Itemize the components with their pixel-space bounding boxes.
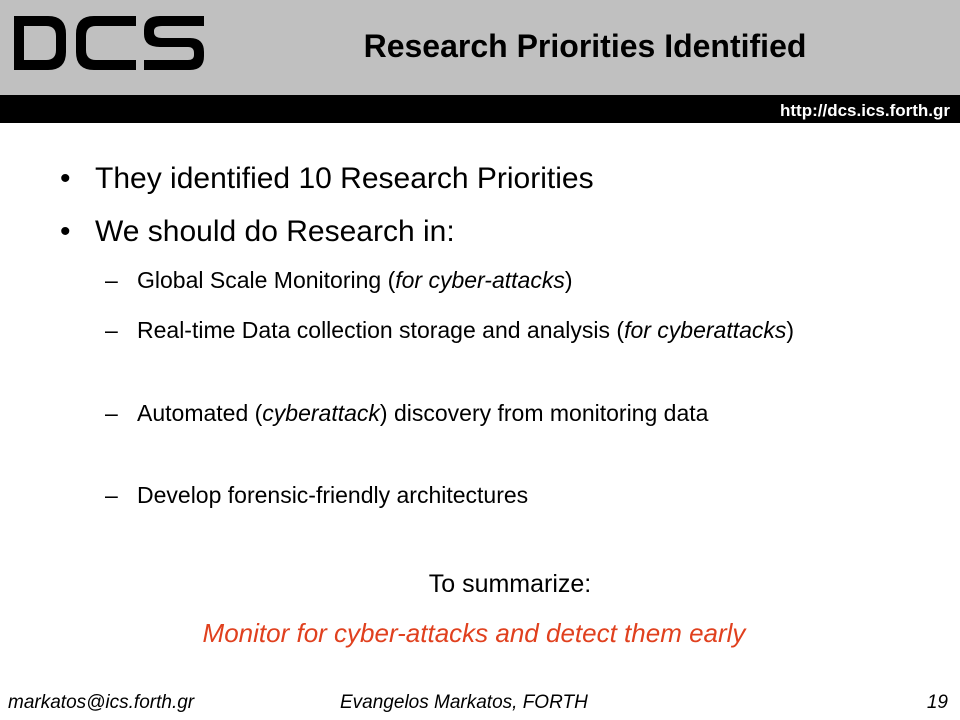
summary-label: To summarize: [428, 570, 592, 598]
footer-author: Evangelos Markatos, FORTH [340, 692, 588, 713]
dash-icon: – [105, 267, 118, 293]
sub-item [105, 313, 865, 347]
footer-email: markatos@ics.forth.gr [8, 692, 195, 713]
dcs-logo [8, 12, 208, 74]
summary-conclusion: Monitor for cyber-attacks and detect them early [202, 618, 746, 648]
sub-item-text: Automated (cyberattack) discovery from monitoring data [137, 400, 709, 426]
sub-item [105, 263, 865, 297]
sub-item-text: Develop forensic-friendly architectures [137, 482, 529, 508]
sub-item-text: Global Scale Monitoring (for cyber-attacks) [137, 267, 573, 293]
bullet-item [60, 215, 455, 249]
dash-icon: – [105, 482, 118, 508]
url-bar [0, 95, 960, 123]
page-number: 19 [926, 692, 948, 713]
slide-title: Research Priorities Identified [363, 28, 807, 64]
bullet-text: They identified 10 Research Priorities [95, 162, 594, 195]
dash-icon: – [105, 400, 118, 426]
sub-item [105, 478, 865, 512]
site-url: http://dcs.ics.forth.gr [780, 101, 950, 120]
bullet-item [60, 162, 594, 196]
sub-item [105, 396, 865, 430]
sub-item-text: Real-time Data collection storage and analysis (for cyberattacks) [137, 317, 795, 343]
header-band [0, 0, 960, 95]
bullet-text: We should do Research in: [95, 215, 455, 248]
bullet-icon: • [60, 215, 71, 248]
bullet-icon: • [60, 162, 71, 195]
dash-icon: – [105, 317, 118, 343]
